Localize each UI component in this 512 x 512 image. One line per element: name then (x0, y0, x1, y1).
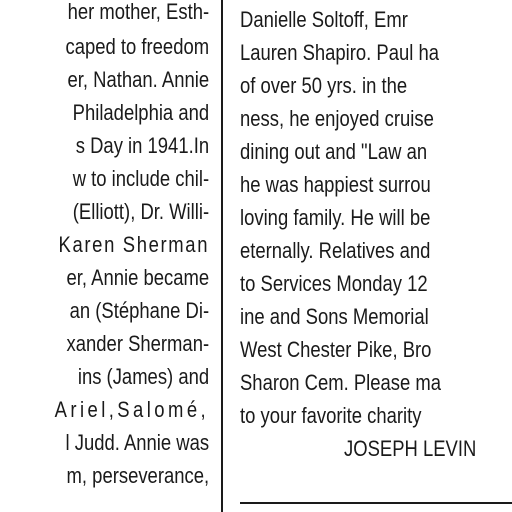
text-line: an (Stéphane Di- (69, 298, 209, 323)
text-line: loving family. He will be (240, 205, 431, 230)
section-divider (240, 502, 512, 504)
text-line: Lauren Shapiro. Paul ha (240, 40, 440, 65)
column-divider (221, 0, 223, 512)
text-line: to Services Monday 12 (240, 271, 428, 296)
text-line: m, perseverance, (66, 463, 209, 488)
text-line: s Day in 1941.In (75, 133, 209, 158)
text-line: er, Nathan. Annie (67, 67, 209, 92)
right-obituary-column (240, 0, 512, 512)
text-line: Karen Sherman (58, 232, 209, 257)
text-line: of over 50 yrs. in the (240, 73, 408, 98)
text-line: Sharon Cem. Please ma (240, 370, 442, 395)
text-line: ine and Sons Memorial (240, 304, 429, 329)
funeral-home-signature: JOSEPH LEVIN (344, 436, 477, 461)
left-obituary-column (0, 0, 209, 512)
text-line: l Judd. Annie was (65, 430, 209, 455)
text-line: er, Annie became (66, 265, 209, 290)
text-line: Ariel,Salomé, (54, 397, 209, 422)
text-line: dining out and "Law an (240, 139, 428, 164)
text-line: w to include chil- (72, 166, 209, 191)
text-line: her mother, Esth- (67, 0, 209, 24)
text-line: to your favorite charity (240, 403, 422, 428)
text-line: ness, he enjoyed cruise (240, 106, 434, 131)
text-line: Philadelphia and (72, 100, 209, 125)
text-line: caped to freedom (65, 34, 209, 59)
text-line: Danielle Soltoff, Emr (240, 7, 408, 32)
text-line: West Chester Pike, Bro (240, 337, 432, 362)
text-line: xander Sherman- (66, 331, 209, 356)
text-line: ins (James) and (77, 364, 209, 389)
text-line: he was happiest surrou (240, 172, 431, 197)
text-line: eternally. Relatives and (240, 238, 431, 263)
text-line: (Elliott), Dr. Willi- (72, 199, 209, 224)
